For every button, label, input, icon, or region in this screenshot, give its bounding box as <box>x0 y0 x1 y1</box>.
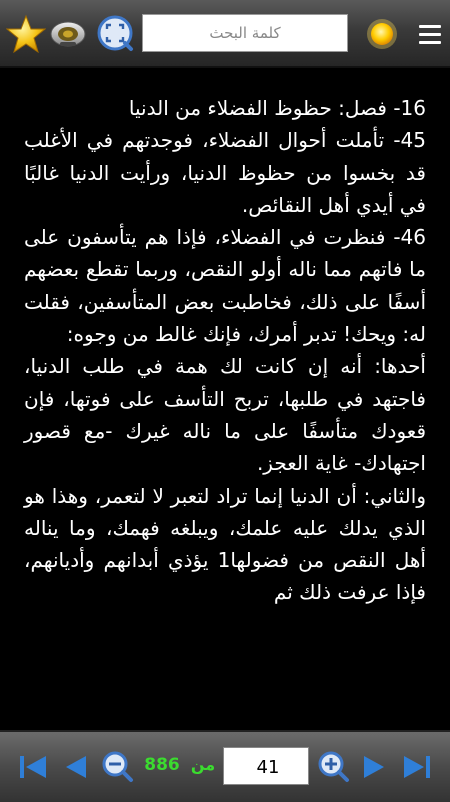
star-icon[interactable] <box>6 14 46 54</box>
last-page-icon[interactable] <box>400 750 434 784</box>
menu-line <box>419 33 441 36</box>
paragraph: 46- فنظرت في الفضلاء، فإذا هم يتأسفون على ما فاتهم مما ناله أولو النقص، وربما تقطع بعضهم أسفًا على ذلك، فخاطبت بعض المتأسفين، فقلت له: ويحك! تدبر أمرك، فإنك غالط من وجوه: <box>24 225 426 347</box>
paragraph: أحدها: أنه إن كانت لك همة في طلب الدنيا، فاجتهد في طلبها، تربح التأسف على فوتها، فإن قعودك متأسفًا على ما ناله غيرك -مع قصور اجتهادك- غاية العجز. <box>24 354 426 476</box>
chapter-heading: 16- فصل: حظوظ الفضلاء من الدنيا <box>128 96 426 120</box>
top-toolbar <box>0 0 450 68</box>
book-text <box>0 68 450 609</box>
fit-screen-icon[interactable] <box>96 14 134 52</box>
paragraph: 45- تأملت أحوال الفضلاء، فوجدتهم في الأغلب قد بخسوا من حظوظ الدنيا، ورأيت الدنيا غالبًا في أيدي أهل النقائص. <box>24 128 426 217</box>
zoom-in-icon[interactable] <box>316 749 350 783</box>
total-pages: 886 <box>144 755 180 775</box>
page-number-input[interactable] <box>224 748 312 786</box>
sun-icon[interactable] <box>365 17 399 51</box>
zoom-out-icon[interactable] <box>100 749 134 783</box>
first-page-icon[interactable] <box>16 750 50 784</box>
page-number-field[interactable] <box>223 747 309 785</box>
of-label: من <box>190 755 216 774</box>
book-page-content[interactable] <box>0 68 450 730</box>
menu-icon[interactable] <box>414 18 446 50</box>
speaker-icon[interactable] <box>48 16 88 52</box>
search-field[interactable] <box>142 14 348 52</box>
next-page-icon[interactable] <box>358 750 390 784</box>
menu-line <box>419 41 441 44</box>
previous-page-icon[interactable] <box>60 750 92 784</box>
paragraph: والثاني: أن الدنيا إنما تراد لتعبر لا لتعمر، وهذا هو الذي يدلك عليه علمك، ويبلغه فهمك، وما يناله أهل النقص من فضولها1 يؤذي أبدانهم وأديانهم، فإذا عرفت ذلك ثم <box>24 483 426 605</box>
menu-line <box>419 25 441 28</box>
search-input[interactable] <box>145 17 345 49</box>
bottom-navigation-bar <box>0 730 450 802</box>
